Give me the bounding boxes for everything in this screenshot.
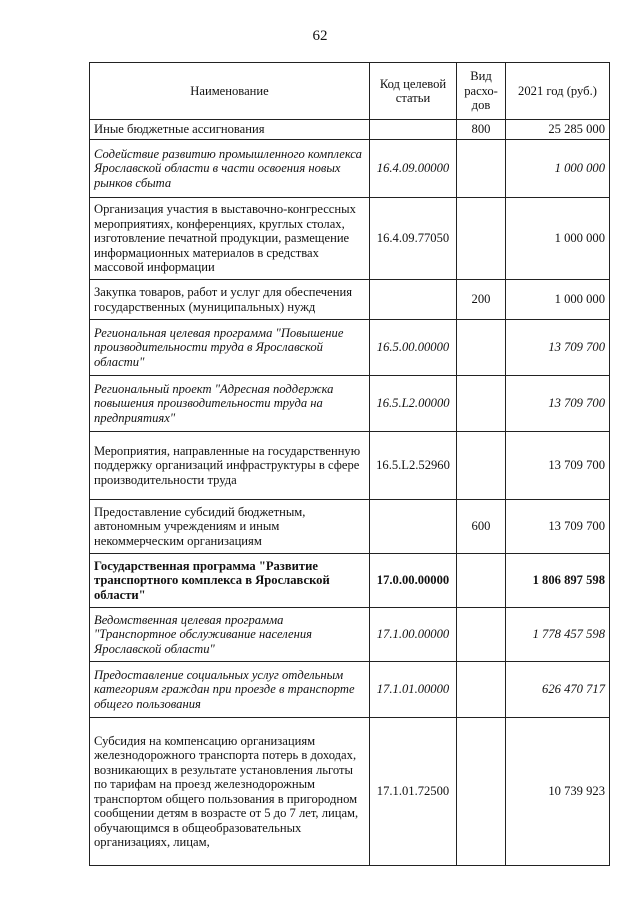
row-vid <box>457 662 506 718</box>
row-vid <box>457 198 506 280</box>
row-vid <box>457 608 506 662</box>
row-name: Субсидия на компенсацию организациям железнодорожного транспорта потерь в доходах, возникающих в результате установления льготы по тарифам на проезд железнодорожным транспортом общего пользования в пригородном сообщении детям в возрасте от 5 до 7 лет, лицам, обучающимся в общеобразовательных организациях, лицам, <box>90 718 370 866</box>
row-code: 17.0.00.00000 <box>370 554 457 608</box>
table-row <box>90 120 610 140</box>
row-amount: 1 806 897 598 <box>506 554 610 608</box>
page-number: 62 <box>312 28 328 44</box>
budget-table <box>89 62 610 866</box>
table-row <box>90 500 610 554</box>
row-name: Региональная целевая программа "Повышение производительности труда в Ярославской области" <box>90 320 370 376</box>
row-code: 16.4.09.77050 <box>370 198 457 280</box>
row-name: Региональный проект "Адресная поддержка повышения производительности труда на предприятиях" <box>90 376 370 432</box>
row-code: 17.1.00.00000 <box>370 608 457 662</box>
row-amount: 1 000 000 <box>506 280 610 320</box>
row-amount: 13 709 700 <box>506 320 610 376</box>
row-amount: 13 709 700 <box>506 500 610 554</box>
row-name: Иные бюджетные ассигнования <box>90 120 370 140</box>
row-code <box>370 120 457 140</box>
row-vid <box>457 140 506 198</box>
row-vid <box>457 376 506 432</box>
row-amount: 1 000 000 <box>506 140 610 198</box>
row-code <box>370 500 457 554</box>
row-code: 17.1.01.00000 <box>370 662 457 718</box>
row-amount: 25 285 000 <box>506 120 610 140</box>
row-code: 16.5.L2.52960 <box>370 432 457 500</box>
table-row <box>90 140 610 198</box>
row-name: Ведомственная целевая программа "Транспортное обслуживание населения Ярославской области" <box>90 608 370 662</box>
row-amount: 13 709 700 <box>506 376 610 432</box>
header-amount: 2021 год (руб.) <box>506 63 610 120</box>
header-code: Код целевой статьи <box>370 63 457 120</box>
row-vid <box>457 320 506 376</box>
row-name: Государственная программа "Развитие транспортного комплекса в Ярославской области" <box>90 554 370 608</box>
table-row <box>90 320 610 376</box>
row-vid: 600 <box>457 500 506 554</box>
row-name: Организация участия в выставочно-конгрессных мероприятиях, конференциях, круглых столах, изготовление печатной продукции, размещение информационных материалов в средствах массовой информации <box>90 198 370 280</box>
row-code: 16.5.00.00000 <box>370 320 457 376</box>
row-vid <box>457 432 506 500</box>
row-code: 17.1.01.72500 <box>370 718 457 866</box>
row-name: Содействие развитию промышленного комплекса Ярославской области в части освоения новых рынков сбыта <box>90 140 370 198</box>
row-code: 16.4.09.00000 <box>370 140 457 198</box>
row-amount: 626 470 717 <box>506 662 610 718</box>
table-row <box>90 718 610 866</box>
row-vid <box>457 554 506 608</box>
row-amount: 13 709 700 <box>506 432 610 500</box>
table-row <box>90 280 610 320</box>
row-name: Мероприятия, направленные на государственную поддержку организаций инфраструктуры в сфере производительности труда <box>90 432 370 500</box>
table-row <box>90 432 610 500</box>
row-name: Предоставление социальных услуг отдельным категориям граждан при проезде в транспорте общего пользования <box>90 662 370 718</box>
row-vid: 800 <box>457 120 506 140</box>
table-row <box>90 554 610 608</box>
table-row <box>90 662 610 718</box>
table-row <box>90 376 610 432</box>
header-name: Наименование <box>90 63 370 120</box>
row-code <box>370 280 457 320</box>
table-body <box>90 120 610 866</box>
row-code: 16.5.L2.00000 <box>370 376 457 432</box>
row-vid: 200 <box>457 280 506 320</box>
table-row <box>90 608 610 662</box>
row-name: Предоставление субсидий бюджетным, автономным учреждениям и иным некоммерческим организациям <box>90 500 370 554</box>
row-name: Закупка товаров, работ и услуг для обеспечения государственных (муниципальных) нужд <box>90 280 370 320</box>
row-amount: 1 778 457 598 <box>506 608 610 662</box>
row-amount: 1 000 000 <box>506 198 610 280</box>
row-vid <box>457 718 506 866</box>
row-amount: 10 739 923 <box>506 718 610 866</box>
table-header-row <box>90 63 610 120</box>
header-vid: Вид расхо-дов <box>457 63 506 120</box>
table-row <box>90 198 610 280</box>
